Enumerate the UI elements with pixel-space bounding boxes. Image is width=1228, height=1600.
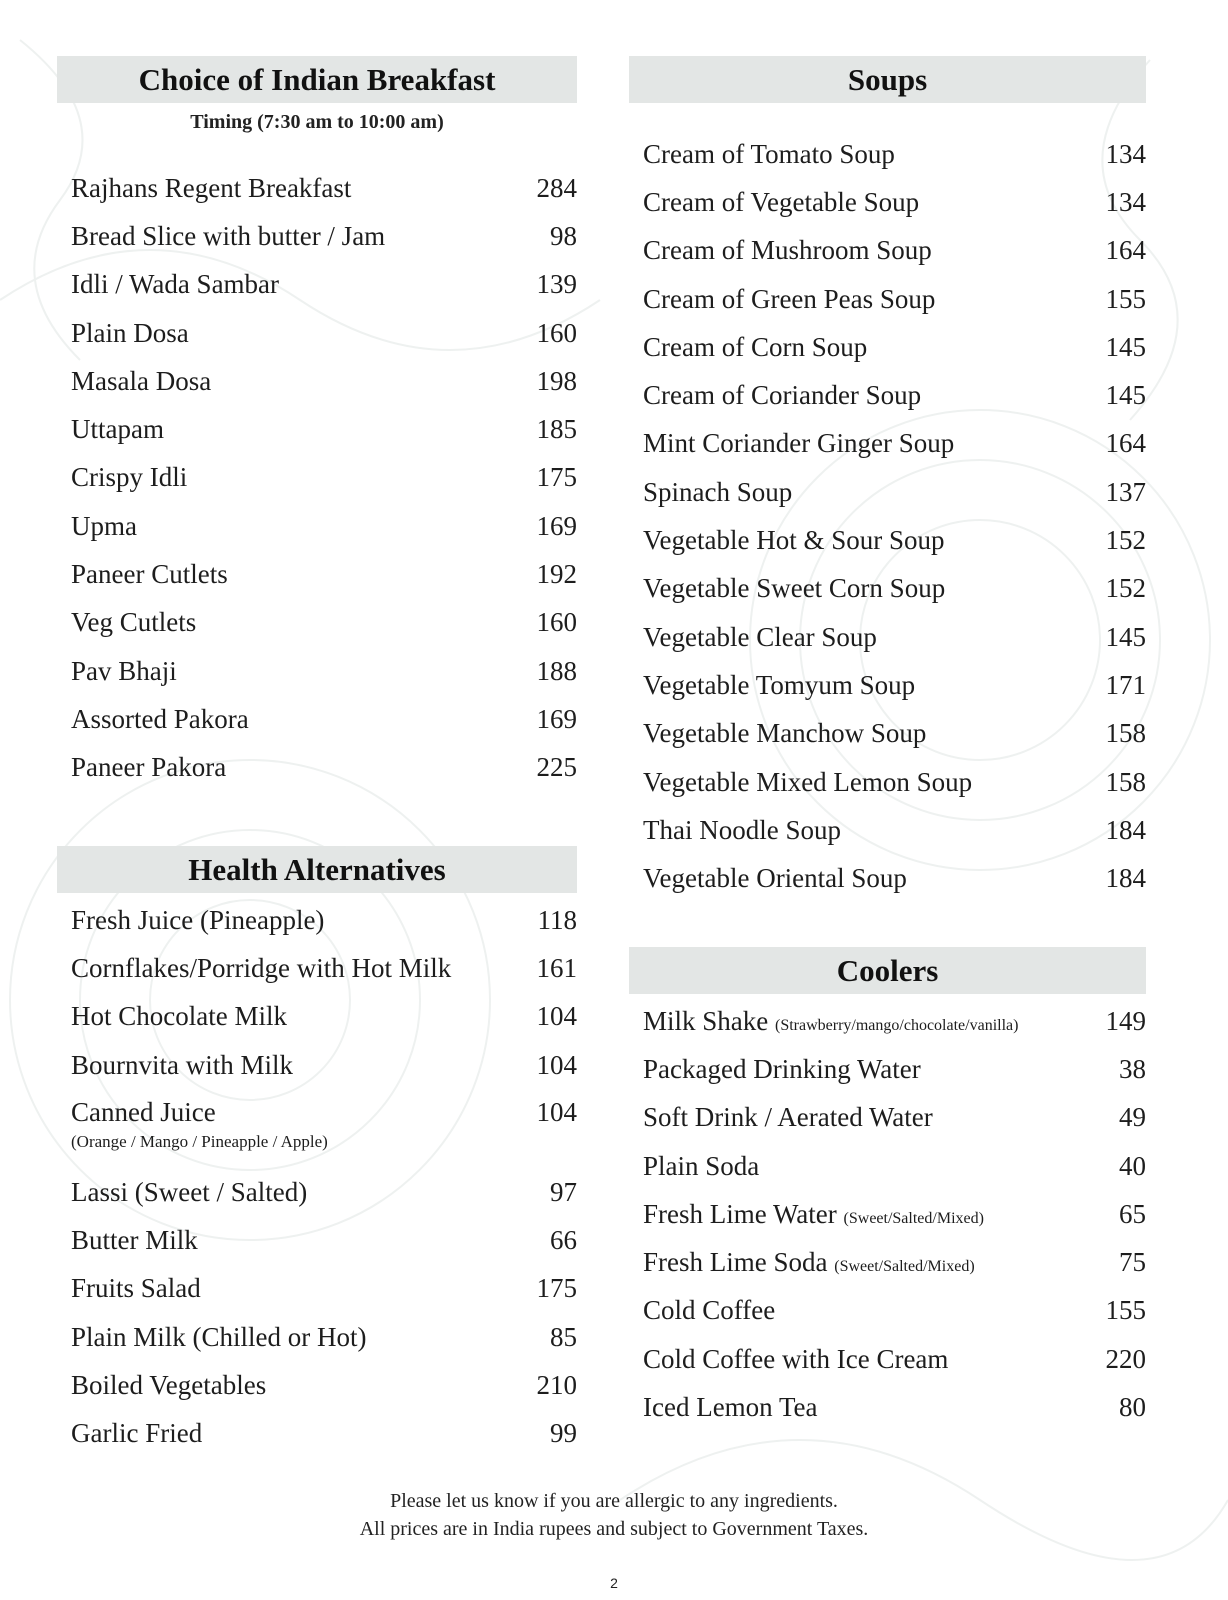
menu-item-name: Plain Dosa	[71, 317, 189, 348]
menu-item-price: 145	[1105, 331, 1146, 362]
menu-item-name: Soft Drink / Aerated Water	[643, 1102, 933, 1133]
menu-item-name: Paneer Pakora	[71, 752, 227, 783]
menu-item-price: 158	[1105, 718, 1146, 749]
menu-item-name: Plain Milk (Chilled or Hot)	[71, 1321, 367, 1352]
menu-item-price: 118	[537, 904, 577, 935]
menu-item-price: 80	[1119, 1392, 1146, 1423]
menu-item-price: 155	[1105, 283, 1146, 314]
menu-item-price: 145	[1105, 380, 1146, 411]
menu-item-price: 155	[1105, 1295, 1146, 1326]
menu-item-price: 192	[536, 559, 577, 590]
health-title: Health Alternatives	[188, 851, 446, 887]
menu-item-name: Vegetable Hot & Sour Soup	[643, 525, 945, 556]
menu-item-price: 175	[536, 1273, 577, 1304]
menu-item	[71, 309, 577, 357]
menu-item-name: Cold Coffee	[643, 1295, 776, 1326]
menu-item-price: 160	[536, 607, 577, 638]
menu-item	[643, 758, 1146, 806]
menu-item-name: Vegetable Mixed Lemon Soup	[643, 766, 973, 797]
coolers-list	[643, 997, 1146, 1432]
menu-item-name: Fresh Juice (Pineapple)	[71, 904, 325, 935]
menu-item-price: 158	[1105, 766, 1146, 797]
breakfast-timing: Timing (7:30 am to 10:00 am)	[190, 111, 444, 133]
menu-item	[643, 710, 1146, 758]
menu-item-price: 184	[1105, 814, 1146, 845]
menu-item-price: 65	[1119, 1198, 1146, 1229]
menu-item	[643, 371, 1146, 419]
menu-item-price: 210	[536, 1370, 577, 1401]
menu-item-price: 188	[536, 655, 577, 686]
menu-item	[71, 502, 577, 550]
menu-item	[643, 468, 1146, 516]
health-list	[71, 896, 577, 1458]
menu-item	[71, 1361, 577, 1409]
menu-item-price: 49	[1119, 1102, 1146, 1133]
menu-item-name: Paneer Cutlets	[71, 559, 228, 590]
menu-item-price: 220	[1105, 1343, 1146, 1374]
menu-item-price: 152	[1105, 525, 1146, 556]
page-number: 2	[610, 1575, 618, 1591]
menu-item-name: Cream of Vegetable Soup	[643, 186, 920, 217]
menu-item-price: 85	[550, 1321, 577, 1352]
menu-item-price: 169	[536, 703, 577, 734]
tax-note: All prices are in India rupees and subject to Government Taxes.	[359, 1518, 869, 1540]
menu-item-name: Bournvita with Milk	[71, 1049, 293, 1080]
menu-item	[71, 1216, 577, 1264]
menu-item-name: Plain Soda	[643, 1150, 760, 1181]
menu-item-price: 225	[536, 752, 577, 783]
menu-item	[643, 178, 1146, 226]
menu-item	[71, 405, 577, 453]
menu-item-note: (Sweet/Salted/Mixed)	[834, 1258, 975, 1276]
menu-item	[71, 454, 577, 502]
allergy-note: Please let us know if you are allergic to any ingredients.	[390, 1490, 838, 1512]
menu-item	[643, 227, 1146, 275]
menu-item-name: Spinach Soup	[643, 476, 793, 507]
menu-item	[71, 599, 577, 647]
menu-item	[643, 997, 1146, 1045]
menu-item	[71, 1089, 577, 1168]
menu-item-name: Vegetable Manchow Soup	[643, 718, 927, 749]
menu-item-price: 184	[1105, 863, 1146, 894]
menu-item-price: 161	[536, 952, 577, 983]
menu-item-name: Butter Milk	[71, 1225, 198, 1256]
menu-item	[71, 1410, 577, 1458]
menu-item-name: Mint Coriander Ginger Soup	[643, 428, 955, 459]
menu-item-name: Vegetable Tomyum Soup	[643, 669, 916, 700]
menu-item	[71, 993, 577, 1041]
menu-item	[643, 1190, 1146, 1238]
menu-item-name: Hot Chocolate Milk	[71, 1001, 287, 1032]
menu-item-name: Fresh Lime Water	[643, 1198, 837, 1229]
menu-item-name: Uttapam	[71, 414, 164, 445]
menu-item-name: Packaged Drinking Water	[643, 1053, 921, 1084]
menu-item-price: 137	[1105, 476, 1146, 507]
menu-item-name: Thai Noodle Soup	[643, 814, 841, 845]
menu-item-price: 134	[1105, 138, 1146, 169]
menu-item-line	[71, 1097, 577, 1128]
menu-item-note: (Strawberry/mango/chocolate/vanilla)	[775, 1016, 1019, 1034]
menu-item	[643, 1287, 1146, 1335]
menu-item-price: 139	[536, 269, 577, 300]
menu-item-name: Assorted Pakora	[71, 703, 249, 734]
menu-item-name: Vegetable Clear Soup	[643, 621, 877, 652]
menu-item-name: Cream of Coriander Soup	[643, 380, 922, 411]
menu-item-name: Lassi (Sweet / Salted)	[71, 1176, 308, 1207]
menu-item	[71, 357, 577, 405]
menu-item-price: 134	[1105, 186, 1146, 217]
menu-item-price: 198	[536, 365, 577, 396]
health-header	[57, 846, 577, 893]
menu-item	[71, 1168, 577, 1216]
menu-item-name: Bread Slice with butter / Jam	[71, 220, 386, 251]
menu-item-price: 98	[550, 220, 577, 251]
menu-item	[643, 613, 1146, 661]
menu-item	[71, 647, 577, 695]
menu-item-price: 164	[1105, 428, 1146, 459]
menu-item-price: 169	[536, 510, 577, 541]
menu-item	[643, 516, 1146, 564]
menu-item-name: Veg Cutlets	[71, 607, 197, 638]
menu-item-name: Fruits Salad	[71, 1273, 201, 1304]
menu-item	[643, 1383, 1146, 1431]
menu-item-price: 38	[1119, 1053, 1146, 1084]
menu-item-price: 171	[1105, 669, 1146, 700]
menu-item	[643, 1094, 1146, 1142]
menu-item-price: 175	[536, 462, 577, 493]
breakfast-header	[57, 56, 577, 103]
menu-item-price: 97	[550, 1176, 577, 1207]
menu-item-name: Cold Coffee with Ice Cream	[643, 1343, 949, 1374]
menu-item-price: 40	[1119, 1150, 1146, 1181]
menu-item-price: 185	[536, 414, 577, 445]
menu-item	[643, 420, 1146, 468]
menu-item	[71, 695, 577, 743]
menu-item-name: Cream of Corn Soup	[643, 331, 868, 362]
menu-item	[643, 323, 1146, 371]
coolers-header	[629, 947, 1146, 994]
menu-item	[71, 550, 577, 598]
menu-item-name: Garlic Fried	[71, 1418, 203, 1449]
menu-item	[71, 896, 577, 944]
menu-item-name: Idli / Wada Sambar	[71, 269, 280, 300]
menu-item-price: 66	[550, 1225, 577, 1256]
menu-item-name: Boiled Vegetables	[71, 1370, 267, 1401]
menu-item-name: Upma	[71, 510, 137, 541]
menu-item-price: 149	[1105, 1005, 1146, 1036]
menu-item-name: Vegetable Oriental Soup	[643, 863, 907, 894]
soups-header	[629, 56, 1146, 103]
menu-item	[71, 944, 577, 992]
menu-item	[71, 744, 577, 792]
menu-item-price: 104	[536, 1001, 577, 1032]
menu-item	[643, 1045, 1146, 1093]
coolers-title: Coolers	[836, 952, 939, 988]
menu-item-name: Cream of Tomato Soup	[643, 138, 895, 169]
menu-item	[643, 806, 1146, 854]
menu-item	[71, 1041, 577, 1089]
breakfast-list	[71, 164, 577, 792]
menu-item-price: 104	[536, 1097, 577, 1128]
menu-item-name: Masala Dosa	[71, 365, 212, 396]
menu-item-name: Canned Juice	[71, 1097, 216, 1128]
menu-item	[643, 1142, 1146, 1190]
menu-item	[643, 130, 1146, 178]
menu-item-price: 75	[1119, 1247, 1146, 1278]
menu-item-price: 104	[536, 1049, 577, 1080]
menu-item-name: Pav Bhaji	[71, 655, 177, 686]
menu-item	[71, 261, 577, 309]
menu-item-price: 284	[536, 172, 577, 203]
menu-item-price: 145	[1105, 621, 1146, 652]
menu-item	[643, 661, 1146, 709]
menu-item	[71, 1313, 577, 1361]
menu-item	[643, 854, 1146, 902]
footer-notes	[0, 1487, 1228, 1543]
menu-item-note: (Sweet/Salted/Mixed)	[843, 1209, 984, 1227]
menu-item	[643, 1238, 1146, 1286]
menu-item-name: Crispy Idli	[71, 462, 188, 493]
menu-item-name: Fresh Lime Soda	[643, 1247, 828, 1278]
menu-item-price: 152	[1105, 573, 1146, 604]
soups-title: Soups	[847, 61, 928, 97]
menu-item-name: Cream of Mushroom Soup	[643, 235, 932, 266]
soups-list	[643, 130, 1146, 903]
menu-item-variants: (Orange / Mango / Pineapple / Apple)	[71, 1132, 328, 1152]
menu-item-name: Cornflakes/Porridge with Hot Milk	[71, 952, 452, 983]
breakfast-title: Choice of Indian Breakfast	[138, 61, 496, 97]
menu-item-name: Vegetable Sweet Corn Soup	[643, 573, 946, 604]
menu-item-name: Cream of Green Peas Soup	[643, 283, 936, 314]
menu-item-name: Iced Lemon Tea	[643, 1392, 818, 1423]
menu-item	[71, 212, 577, 260]
menu-item-price: 99	[550, 1418, 577, 1449]
menu-item	[643, 1335, 1146, 1383]
menu-item	[71, 164, 577, 212]
menu-item	[643, 565, 1146, 613]
menu-item-price: 160	[536, 317, 577, 348]
menu-item-price: 164	[1105, 235, 1146, 266]
menu-item-name: Milk Shake	[643, 1005, 769, 1036]
menu-item	[643, 275, 1146, 323]
menu-item	[71, 1265, 577, 1313]
menu-item-name: Rajhans Regent Breakfast	[71, 172, 352, 203]
